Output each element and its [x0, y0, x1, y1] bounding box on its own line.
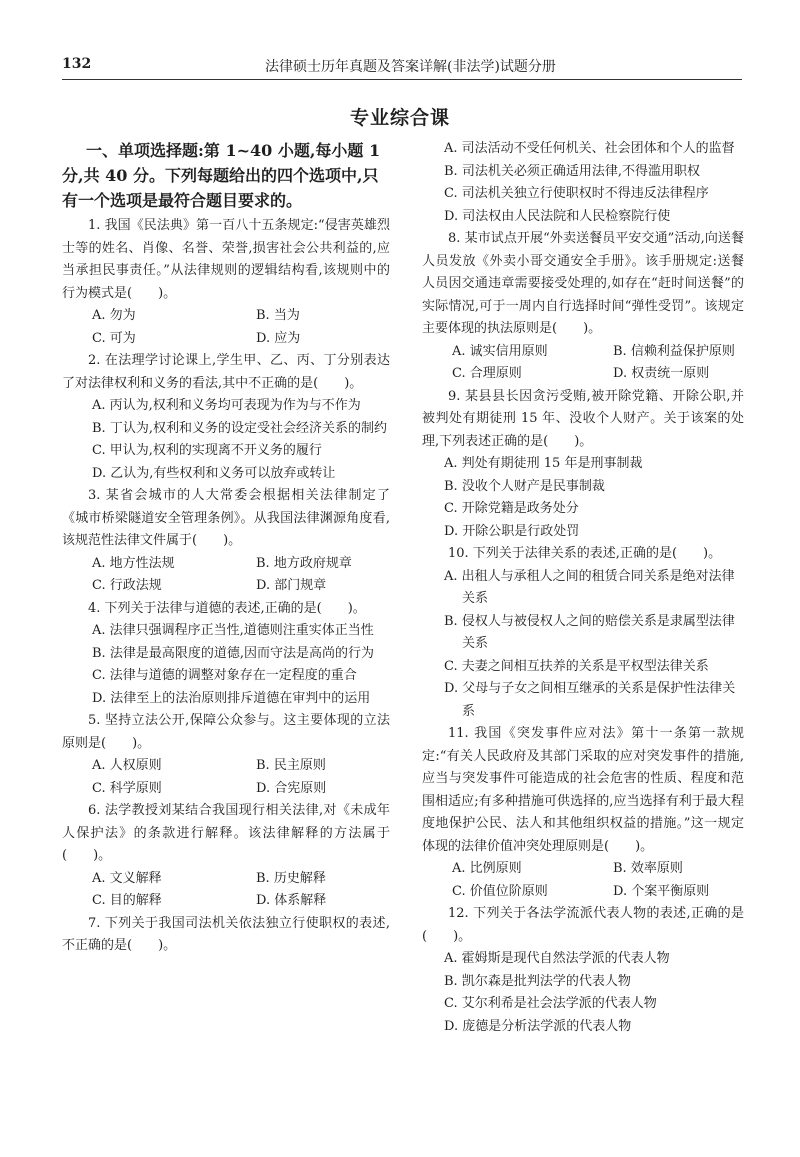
option-b: B. 效率原则	[613, 861, 683, 876]
option-b: B. 凯尔森是批判法学的代表人物	[444, 973, 631, 989]
option-c: C. 开除党籍是政务处分	[444, 501, 579, 516]
question-8	[422, 228, 744, 386]
question-6	[62, 800, 390, 913]
option-b: B. 丁认为,权利和义务的设定受社会经济关系的制约	[92, 420, 387, 436]
option-b: B. 地方政府规章	[256, 555, 352, 571]
option-row	[62, 755, 390, 778]
option-c: C. 夫妻之间相互扶养的关系是平权型法律关系	[444, 658, 709, 674]
header-rule	[62, 79, 742, 80]
question-stem: 11. 我国《突发事件应对法》第十一条第一款规定:“有关人民政府及其部门采取的应对突发事件的措施,应当与突发事件可能造成的社会危害的性质、程度和范围相适应;有多种措施可供选择的,应当选择有利于最大程度地保护公民、法人和其他组织权益的措施。”这一规定体现的法律价值冲突处理原则是( )。	[422, 726, 744, 854]
question-7	[62, 913, 390, 958]
question-stem: 7. 下列关于我国司法机关依法独立行使职权的表述,不正确的是( )。	[62, 915, 390, 953]
option-b: B. 没收个人财产是民事制裁	[444, 478, 605, 494]
question-2	[62, 350, 390, 485]
option-d: D. 开除公职是行政处罚	[444, 523, 580, 539]
question-stem: 4. 下列关于法律与道德的表述,正确的是( )。	[88, 600, 366, 616]
question-4	[62, 598, 390, 711]
question-stem: 3. 某省会城市的人大常委会根据相关法律制定了《城市桥梁隧道安全管理条例》。从我国法律渊源角度看,该规范性法律文件属于( )。	[62, 488, 390, 548]
question-stem: 2. 在法理学讨论课上,学生甲、乙、丙、丁分别表达了对法律权利和义务的看法,其中不正确的是( )。	[62, 353, 390, 391]
option-b: B. 侵权人与被侵权人之间的赔偿关系是隶属型法律关系	[444, 613, 735, 651]
option-d: D. 个案平衡原则	[613, 883, 710, 899]
option-row	[62, 328, 390, 351]
question-3	[62, 485, 390, 598]
question-stem: 12. 下列关于各法学流派代表人物的表述,正确的是( )。	[422, 906, 744, 944]
option-a: A. 诚实信用原则	[452, 343, 548, 359]
option-b: B. 信赖利益保护原则	[613, 343, 735, 359]
option-row	[422, 858, 744, 881]
book-title: 法律硕士历年真题及答案详解(非法学)试题分册	[265, 59, 556, 75]
question-5	[62, 710, 390, 800]
option-row	[422, 881, 744, 904]
option-a: A. 判处有期徒刑 15 年是刑事制裁	[444, 456, 643, 471]
option-c: C. 目的解释	[92, 893, 162, 908]
question-stem: 1. 我国《民法典》第一百八十五条规定:“侵害英雄烈士等的姓名、肖像、名誉、荣誉,损害社会公共利益的,应当承担民事责任。”从法律规则的逻辑结构看,该规则中的行为模式是( )。	[62, 218, 390, 301]
option-c: C. 科学原则	[92, 780, 162, 796]
section-title: 专业综合课	[349, 107, 450, 129]
option-a: A. 地方性法规	[92, 555, 175, 571]
option-a: A. 比例原则	[452, 861, 522, 876]
option-a: A. 勿为	[92, 308, 136, 323]
option-d: D. 部门规章	[256, 578, 327, 593]
option-c: C. 合理原则	[452, 366, 522, 381]
question-stem: 9. 某县县长因贪污受贿,被开除党籍、开除公职,并被判处有期徒刑 15 年、没收个人财产。关于该案的处理,下列表述正确的是( )。	[422, 388, 744, 449]
option-b: B. 历史解释	[256, 870, 326, 886]
option-a: A. 丙认为,权利和义务均可表现为作为与不作为	[92, 398, 361, 413]
option-row	[62, 553, 390, 576]
option-d: D. 权责统一原则	[613, 366, 710, 381]
option-c: C. 法律与道德的调整对象存在一定程度的重合	[92, 668, 357, 683]
option-a: A. 法律只强调程序正当性,道德则注重实体正当性	[92, 623, 374, 638]
question-1	[62, 215, 390, 350]
question-11	[422, 723, 744, 903]
option-c: C. 价值位阶原则	[452, 883, 548, 899]
option-d: D. 父母与子女之间相互继承的关系是保护性法律关系	[444, 681, 736, 719]
option-d: D. 法律至上的法治原则排斥道德在审判中的运用	[92, 690, 371, 706]
page-number: 132	[62, 56, 92, 72]
question-stem: 10. 下列关于法律关系的表述,正确的是( )。	[448, 546, 722, 561]
option-a: A. 司法活动不受任何机关、社会团体和个人的监督	[444, 141, 735, 156]
option-row	[422, 341, 744, 364]
option-row	[62, 778, 390, 801]
option-a: A. 人权原则	[92, 758, 162, 773]
option-d: D. 司法权由人民法院和人民检察院行使	[444, 208, 671, 224]
left-column	[62, 138, 390, 958]
option-b: B. 法律是最高限度的道德,因而守法是高尚的行为	[92, 645, 374, 661]
question-9	[422, 386, 744, 544]
question-stem: 6. 法学教授刘某结合我国现行相关法律,对《未成年人保护法》的条款进行解释。该法律解释的方法属于( )。	[62, 803, 390, 863]
part-heading: 一、单项选择题:第 1~40 小题,每小题 1 分,共 40 分。下列每题给出的四个选项中,只有一个选项是最符合题目要求的。	[62, 141, 381, 210]
option-a: A. 文义解释	[92, 870, 162, 886]
option-c: C. 甲认为,权利的实现离不开义务的履行	[92, 443, 322, 458]
option-d: D. 应为	[256, 330, 301, 346]
question-7-options	[422, 138, 744, 228]
option-c: C. 艾尔利希是社会法学派的代表人物	[444, 996, 657, 1011]
question-stem: 8. 某市试点开展“外卖送餐员平安交通”活动,向送餐人员发放《外卖小哥交通安全手册》。该手册规定:送餐人员因交通违章需要接受处理的,如存在“赶时间送餐”的实际情况,可于一周内自行选择时间“弹性受罚”。该规定主要体现的执法原则是( )。	[422, 231, 744, 336]
option-c: C. 可为	[92, 330, 136, 346]
option-a: A. 霍姆斯是现代自然法学派的代表人物	[444, 951, 670, 966]
option-row	[62, 305, 390, 328]
option-b: B. 民主原则	[256, 758, 326, 773]
option-row	[62, 575, 390, 598]
option-d: D. 合宪原则	[256, 780, 327, 796]
option-row	[62, 890, 390, 913]
question-12	[422, 903, 744, 1038]
option-b: B. 司法机关必须正确适用法律,不得滥用职权	[444, 163, 700, 179]
option-a: A. 出租人与承租人之间的租赁合同关系是绝对法律关系	[444, 568, 735, 606]
page-header	[0, 0, 800, 80]
option-d: D. 乙认为,有些权利和义务可以放弃或转让	[92, 465, 336, 481]
option-c: C. 司法机关独立行使职权时不得违反法律程序	[444, 186, 709, 201]
option-row	[62, 868, 390, 891]
option-c: C. 行政法规	[92, 578, 162, 593]
right-column	[422, 138, 744, 1038]
option-b: B. 当为	[256, 308, 300, 323]
option-d: D. 体系解释	[256, 893, 327, 908]
question-10	[422, 543, 744, 723]
question-stem: 5. 坚持立法公开,保障公众参与。这主要体现的立法原则是( )。	[62, 713, 390, 751]
option-d: D. 庞德是分析法学派的代表人物	[444, 1018, 632, 1034]
option-row	[422, 363, 744, 386]
